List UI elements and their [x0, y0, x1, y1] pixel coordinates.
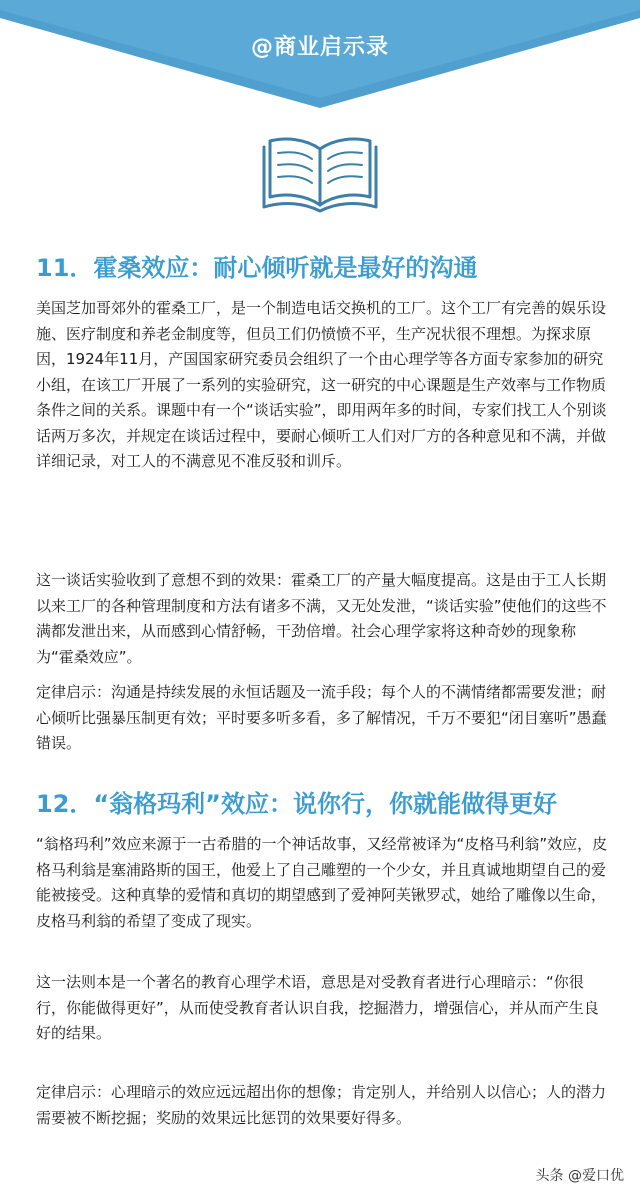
- section-12-paragraph-3: 定律启示：心理暗示的效应远远超出你的想像；肯定别人，并给别人以信心；人的潜力需要被不断挖掘；奖励的效果远比惩罚的效果要好得多。: [36, 1083, 607, 1127]
- header-banner: [0, 0, 640, 115]
- banner-title: @商业启示录: [250, 35, 389, 60]
- section-12-heading: 12．“翁格玛利”效应：说你行，你就能做得更好: [36, 790, 557, 818]
- section-11-paragraph-3: 定律启示：沟通是持续发展的永恒话题及一流手段；每个人的不满情绪都需要发泄；耐心倾听比强暴压制更有效；平时要多听多看，多了解情况，千万不要犯“闭目塞听”愚蠢错误。: [36, 683, 607, 752]
- open-book-icon: [262, 133, 378, 213]
- section-11-heading: 11．霍桑效应：耐心倾听就是最好的沟通: [36, 254, 478, 282]
- section-12-paragraph-2: 这一法则本是一个著名的教育心理学术语，意思是对受教育者进行心理暗示：“你很行，你能做得更好”，从而使受教育者认识自我，挖掘潜力，增强信心，并从而产生良好的结果。: [36, 973, 599, 1042]
- section-11-paragraph-2: 这一谈话实验收到了意想不到的效果：霍桑工厂的产量大幅度提高。这是由于工人长期以来工厂的各种管理制度和方法有诸多不满，又无处发泄，“谈话实验”使他们的这些不满都发泄出来，从而感到心情舒畅，干劲倍增。社会心理学家将这种奇妙的现象称为“霍桑效应”。: [36, 571, 607, 666]
- section-12-paragraph-1: “翁格玛利”效应来源于一古希腊的一个神话故事，又经常被译为“皮格马利翁”效应，皮格马利翁是塞浦路斯的国王，他爱上了自己雕塑的一个少女，并且真诚地期望自己的爱能被接受。这种真挚的爱情和真切的期望感到了爱神阿芙锹罗忒，她给了雕像以生命，皮格马利翁的希望了变成了现实。: [36, 835, 608, 930]
- toutiao-watermark: 头条 @爱口优: [535, 1168, 624, 1184]
- section-11-paragraph-1: 美国芝加哥郊外的霍桑工厂，是一个制造电话交换机的工厂。这个工厂有完善的娱乐设施、医疗制度和养老金制度等，但员工们仍愤愤不平，生产况状很不理想。为探求原因，1924年11月，产国国家研究委员会组织了一个由心理学等各方面专家参加的研究小组，在该工厂开展了一系列的实验研究，这一研究的中心课题是生产效率与工作物质条件之间的关系。课题中有一个“谈话实验”，即用两年多的时间，专家们找工人个别谈话两万多次，并规定在谈话过程中，要耐心倾听工人们对厂方的各种意见和不满，并做详细记录，对工人的不满意见不准反驳和训斥。: [36, 299, 607, 470]
